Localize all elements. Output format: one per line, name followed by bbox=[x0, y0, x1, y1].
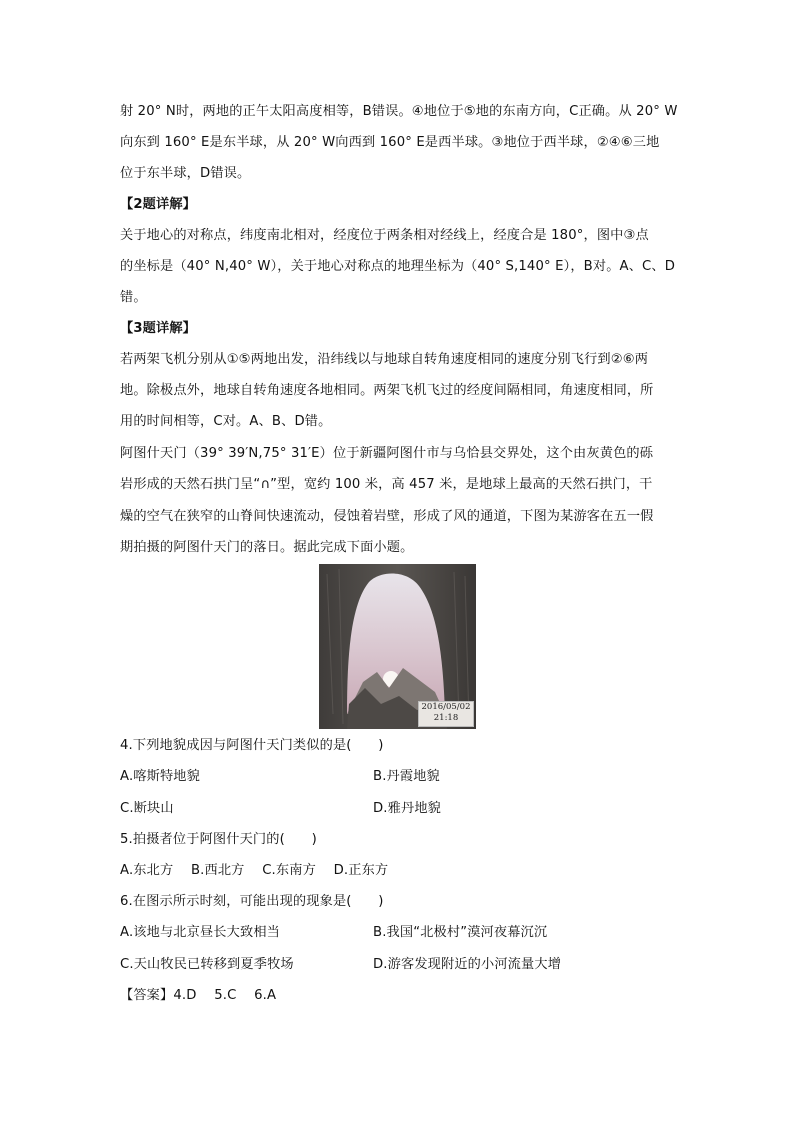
text-line: 燥的空气在狭窄的山脊间快速流动，侵蚀着岩壁，形成了风的通道，下图为某游客在五一假 bbox=[120, 509, 654, 524]
text-line: 错。 bbox=[120, 290, 147, 305]
question-5: 5.拍摄者位于阿图什天门的( ) bbox=[120, 832, 317, 847]
question-4: 4.下列地貌成因与阿图什天门类似的是( ) bbox=[120, 738, 384, 753]
text-line: 关于地心的对称点，纬度南北相对，经度位于两条相对经线上，经度合是 180°，图中③点 bbox=[120, 228, 649, 243]
options-5: A.东北方 B.西北方 C.东南方 D.正东方 bbox=[120, 863, 389, 878]
option-6a: A.该地与北京昼长大致相当 bbox=[120, 925, 280, 940]
option-6d: D.游客发现附近的小河流量大增 bbox=[373, 957, 562, 972]
answer-line: 【答案】4.D 5.C 6.A bbox=[120, 988, 277, 1003]
text-line: 射 20° N时，两地的正午太阳高度相等，B错误。④地位于⑤地的东南方向，C正确。从 20° W bbox=[120, 104, 678, 119]
photo-timestamp bbox=[418, 701, 474, 727]
photo-date: 2016/05/02 bbox=[421, 702, 471, 712]
option-4c: C.断块山 bbox=[120, 801, 174, 816]
question-6: 6.在图示所示时刻，可能出现的现象是( ) bbox=[120, 894, 384, 909]
text-line: 地。除极点外，地球自转角速度各地相同。两架飞机飞过的经度间隔相同，角速度相同，所 bbox=[120, 383, 654, 398]
option-4a: A.喀斯特地貌 bbox=[120, 769, 200, 784]
text-line: 的坐标是（40° N,40° W），关于地心对称点的地理坐标为（40° S,140° E），B对。A、C、D bbox=[120, 259, 676, 274]
option-4d: D.雅丹地貌 bbox=[373, 801, 441, 816]
photo-time: 21:18 bbox=[433, 713, 459, 723]
option-6c: C.天山牧民已转移到夏季牧场 bbox=[120, 957, 294, 972]
section-heading: 【2题详解】 bbox=[120, 197, 197, 212]
text-line: 向东到 160° E是东半球，从 20° W向西到 160° E是西半球。③地位于西半球，②④⑥三地 bbox=[120, 135, 660, 150]
text-line: 阿图什天门（39° 39′N,75° 31′E）位于新疆阿图什市与乌恰县交界处，这个由灰黄色的砾 bbox=[120, 446, 654, 461]
option-6b: B.我国“北极村”漠河夜幕沉沉 bbox=[373, 925, 548, 940]
text-line: 若两架飞机分别从①⑤两地出发，沿纬线以与地球自转角速度相同的速度分别飞行到②⑥两 bbox=[120, 352, 649, 367]
text-line: 用的时间相等，C对。A、B、D错。 bbox=[120, 414, 332, 429]
text-line: 岩形成的天然石拱门呈“∩”型，宽约 100 米，高 457 米，是地球上最高的天然石拱门，干 bbox=[120, 477, 653, 492]
text-line: 位于东半球，D错误。 bbox=[120, 166, 251, 181]
option-4b: B.丹霞地貌 bbox=[373, 769, 440, 784]
sunset-arch-photo bbox=[319, 564, 476, 729]
text-line: 期拍摄的阿图什天门的落日。据此完成下面小题。 bbox=[120, 540, 414, 555]
section-heading: 【3题详解】 bbox=[120, 321, 197, 336]
